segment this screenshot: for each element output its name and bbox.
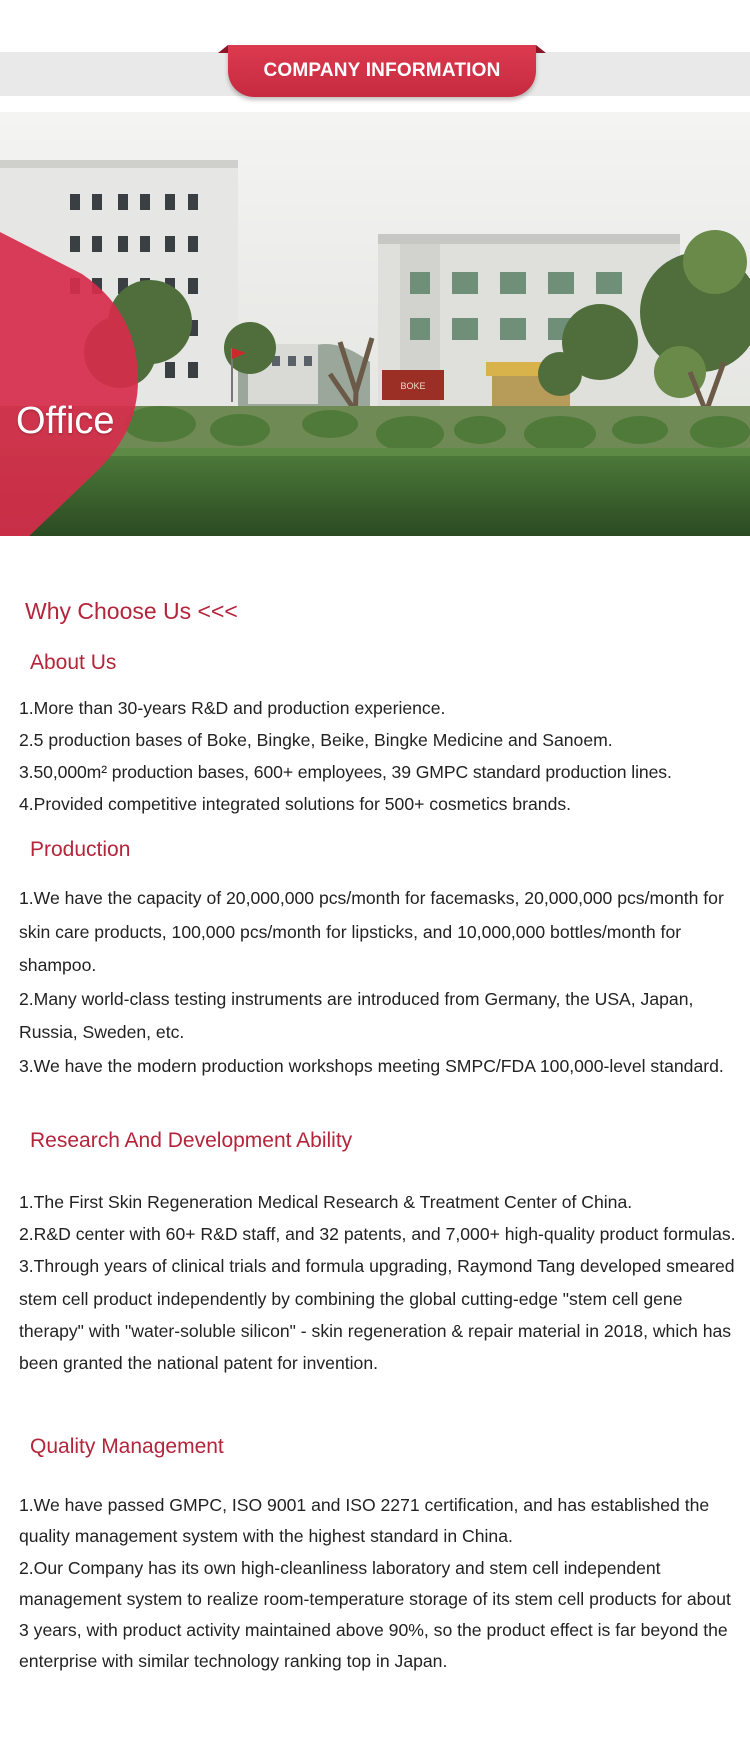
sign-text: BOKE xyxy=(400,381,426,391)
list-item: 2.Our Company has its own high-cleanliness laboratory and stem cell independent management system to realize room-temperature storage of its stem cell products for about 3 years, with product activity maintained above 90%, so the product effect is far beyond the enterprise with similar technology ranking top in Japan. xyxy=(19,1557,731,1672)
list-item: 3.Through years of clinical trials and formula upgrading, Raymond Tang developed smeared stem cell product independently by combining the global cutting-edge "stem cell gene therapy" with "water-soluble silicon" - skin regeneration & repair material in 2018, which has been granted the national patent for invention. xyxy=(19,1256,735,1374)
about-us-list xyxy=(19,692,741,820)
section-banner xyxy=(228,45,536,97)
office-label: Office xyxy=(16,400,115,442)
office-photo xyxy=(0,112,750,536)
section-title-quality: Quality Management xyxy=(30,1435,224,1458)
list-item: 1.The First Skin Regeneration Medical Research & Treatment Center of China. xyxy=(19,1192,633,1212)
why-choose-us-heading: Why Choose Us <<< xyxy=(25,598,238,624)
section-title-research: Research And Development Ability xyxy=(30,1129,353,1152)
list-item: 3.50,000m² production bases, 600+ employees, 39 GMPC standard production lines. xyxy=(19,762,672,782)
production-list xyxy=(19,882,741,1083)
list-item: 1.More than 30-years R&D and production experience. xyxy=(19,698,446,718)
list-item: 2.R&D center with 60+ R&D staff, and 32 patents, and 7,000+ high-quality product formulas. xyxy=(19,1224,736,1245)
list-item: 2.Many world-class testing instruments are introduced from Germany, the USA, Japan, Russia, Sweden, etc. xyxy=(19,988,694,1042)
list-item: 1.We have passed GMPC, ISO 9001 and ISO 2271 certification, and has established the quality management system with the highest standard in China. xyxy=(19,1495,710,1547)
list-item: 4.Provided competitive integrated solutions for 500+ cosmetics brands. xyxy=(19,794,572,814)
section-title-about-us: About Us xyxy=(30,651,117,674)
list-item: 1.We have the capacity of 20,000,000 pcs/month for facemasks, 20,000,000 pcs/month for skin care products, 100,000 pcs/month for lipsticks, and 10,000,000 bottles/month for shampoo. xyxy=(19,888,724,975)
list-item: 3.We have the modern production workshops meeting SMPC/FDA 100,000-level standard. xyxy=(19,1055,724,1076)
research-list xyxy=(19,1186,741,1379)
section-title-production: Production xyxy=(30,838,131,861)
list-item: 2.5 production bases of Boke, Bingke, Beike, Bingke Medicine and Sanoem. xyxy=(19,730,613,750)
banner-title: COMPANY INFORMATION xyxy=(263,60,501,81)
quality-list xyxy=(19,1490,741,1678)
